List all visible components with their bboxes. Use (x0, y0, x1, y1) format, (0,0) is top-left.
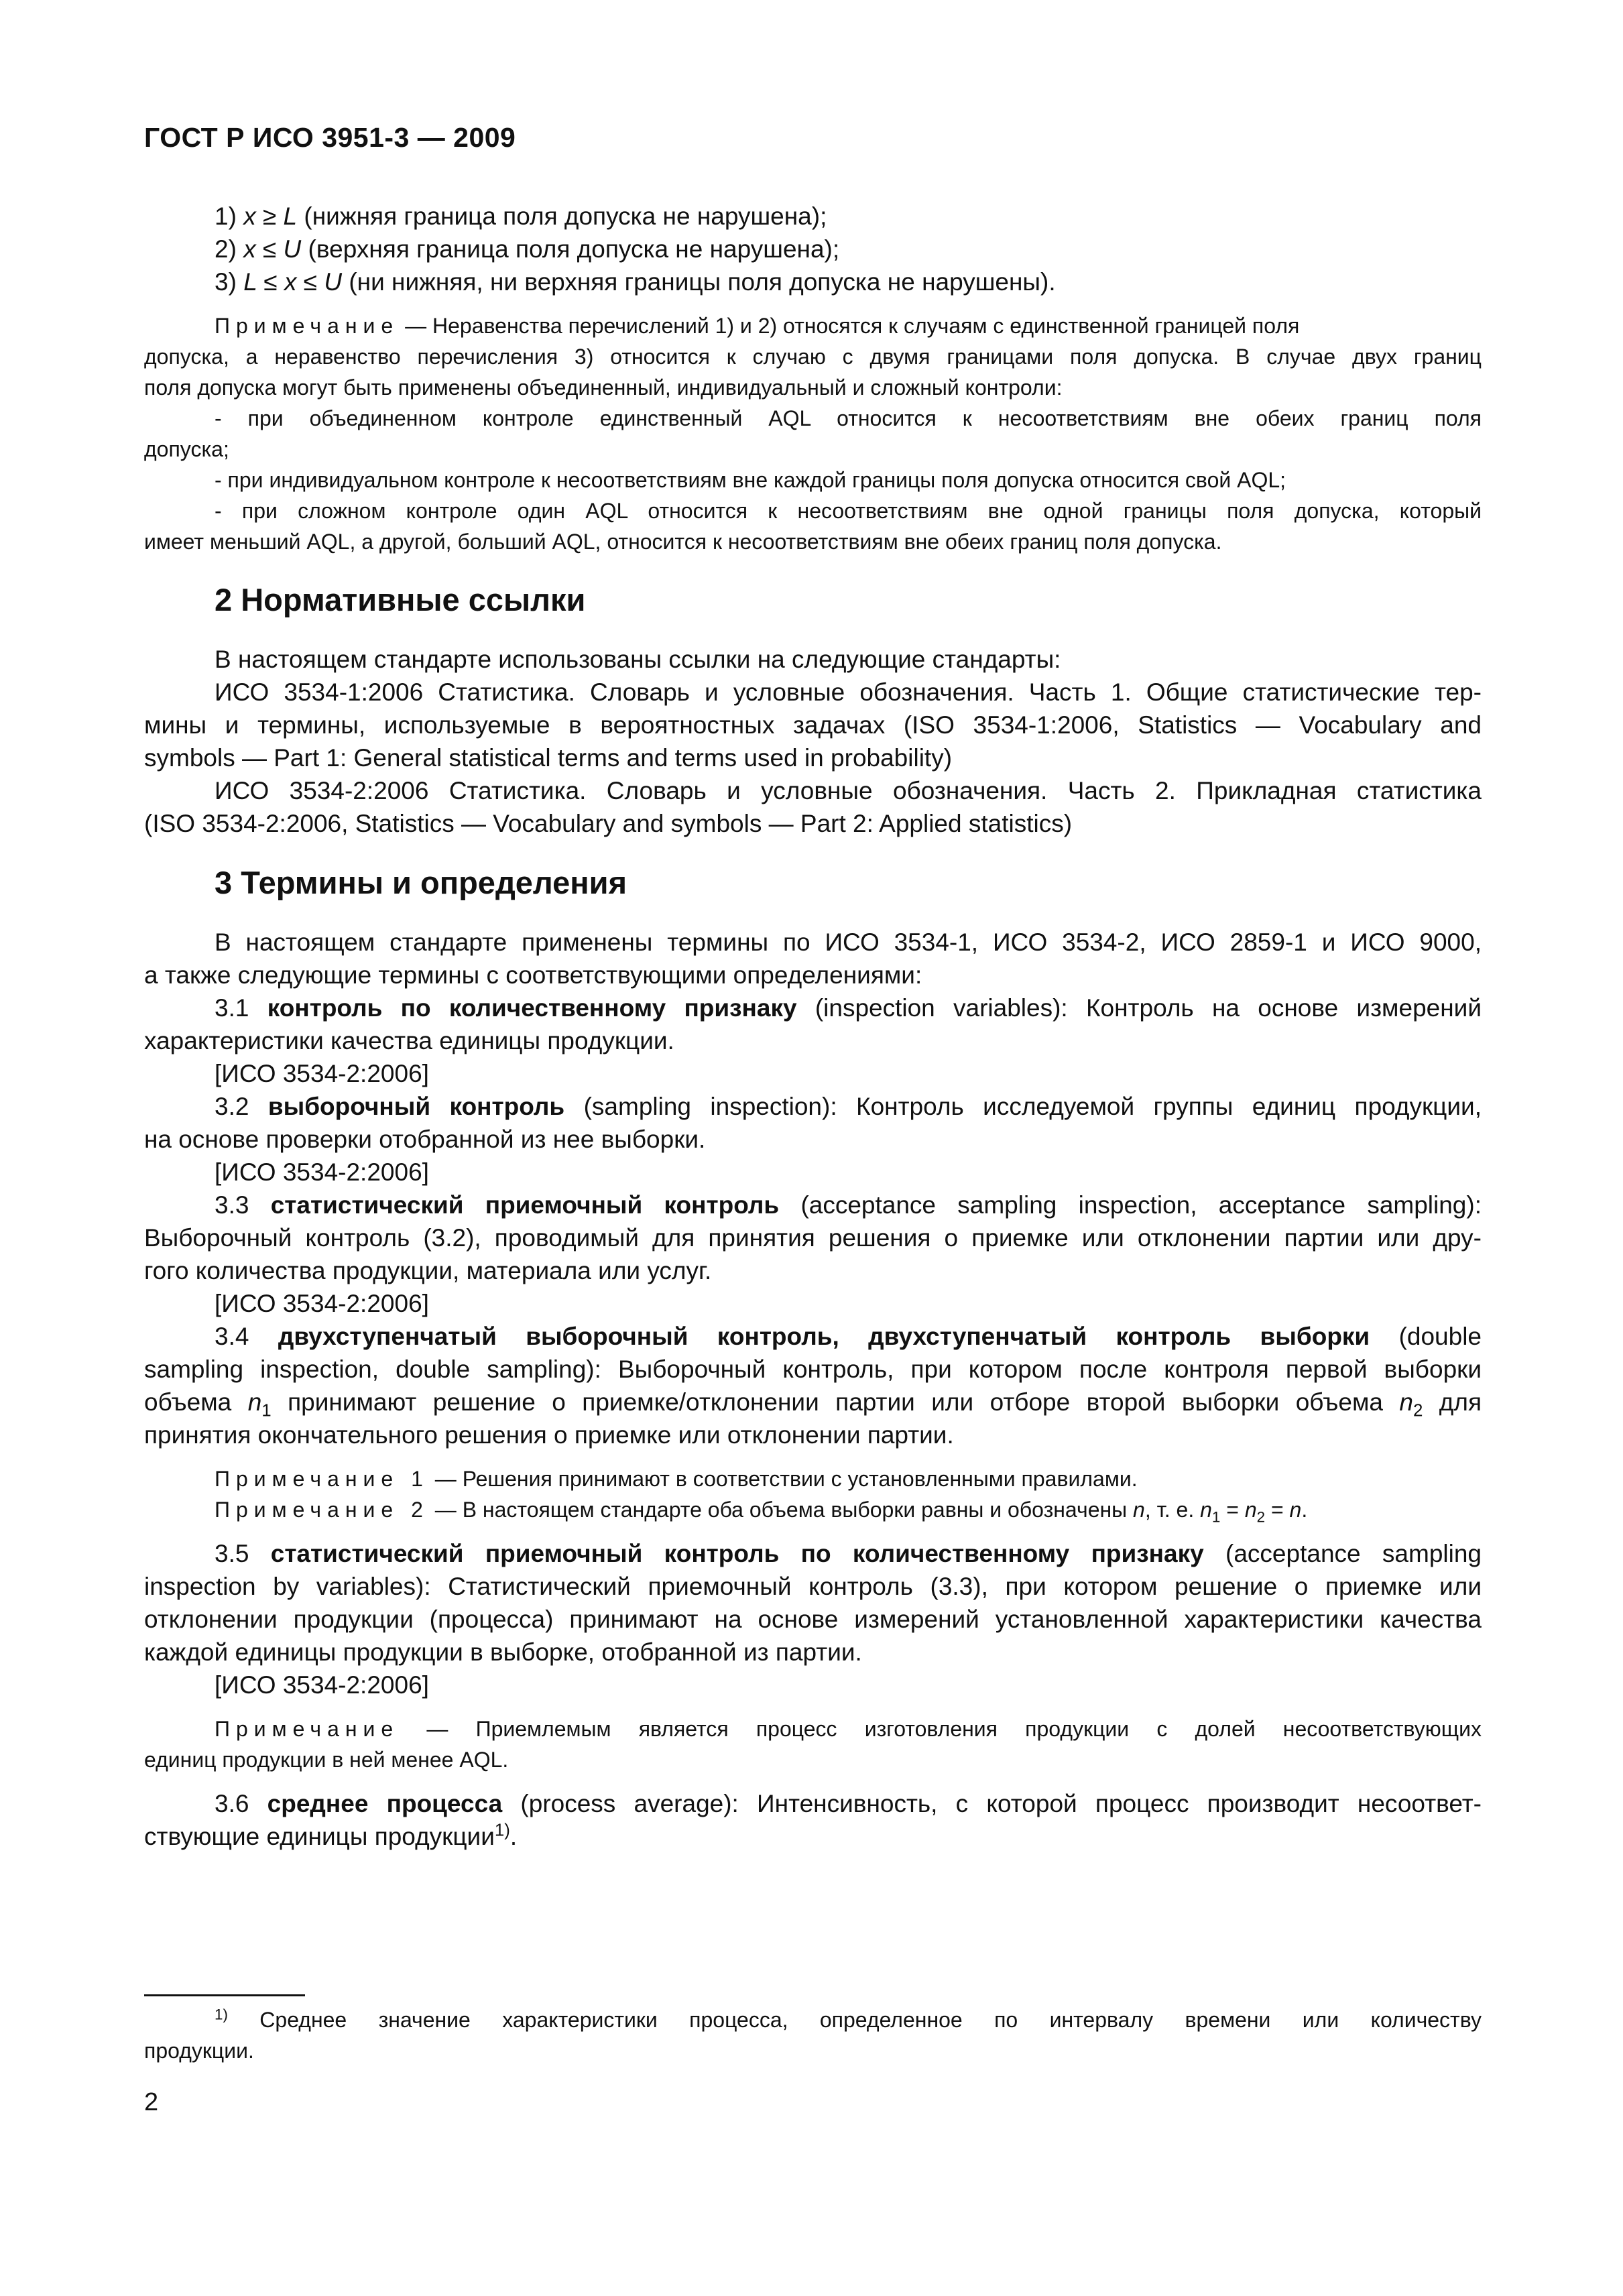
paragraph-line: (ISO 3534-2:2006, Statistics — Vocabulary and symbols — Part 2: Applied statistics) (144, 810, 1073, 837)
note-line: - при объединенном контроле единственный AQL относится к несоответствиям вне обеих границ поля (215, 406, 1482, 430)
paragraph-line: каждой единицы продукции в выборке, отобранной из партии. (144, 1638, 862, 1666)
footnote (144, 2004, 1482, 2066)
note-line: Примечание — Приемлемым является процесс изготовления продукции с долей несоответствующих (215, 1717, 1482, 1741)
paragraph-line: sampling inspection, double sampling): Выборочный контроль, при котором после контроля первой выборки (144, 1355, 1482, 1383)
term-definition: 3.2 выборочный контроль (sampling inspection): Контроль исследуемой группы единиц продукции, (215, 1093, 1482, 1120)
paragraph-line: В настоящем стандарте применены термины по ИСО 3534-1, ИСО 3534-2, ИСО 2859-1 и ИСО 9000, (215, 928, 1482, 956)
note-line: Примечание 2 — В настоящем стандарте оба объема выборки равны и обозначены n, т. е. $n_1 = n_2 = n$. (215, 1498, 1308, 1526)
paragraph-line: мины и термины, используемые в вероятностных задачах (ISO 3534-1:2006, Statistics — Vocabulary and (144, 711, 1482, 739)
condition-1: 1) x ≥ L (нижняя граница поля допуска не нарушена); (215, 202, 827, 230)
term-definition: 3.5 статистический приемочный контроль по количественному признаку (acceptance sampling (215, 1540, 1482, 1567)
term-reference: [ИСО 3534-2:2006] (215, 1671, 429, 1699)
note-line: имеет меньший AQL, а другой, больший AQL, относится к несоответствиям вне обеих границ поля допуска. (144, 530, 1222, 554)
term-reference: [ИСО 3534-2:2006] (215, 1158, 429, 1186)
condition-3: 3) L ≤ x ≤ U (ни нижняя, ни верхняя границы поля допуска не нарушены). (215, 268, 1056, 296)
note-line: - при сложном контроле один AQL относится к несоответствиям вне одной границы поля допуска, который (215, 499, 1482, 523)
paragraph-line: объема $n_1$ принимают решение о приемке/отклонении партии или отборе второй выборки объема $n_2$ для (144, 1388, 1482, 1421)
term-reference: [ИСО 3534-2:2006] (215, 1290, 429, 1317)
paragraph-line: inspection by variables): Статистический приемочный контроль (3.3), при котором решение о приемке или (144, 1573, 1482, 1600)
note-line: поля допуска могут быть применены объединенный, индивидуальный и сложный контроли: (144, 375, 1063, 400)
paragraph-line: ствующие единицы продукции$^{1)}$. (144, 1821, 518, 1850)
note-line: Примечание 1 — Решения принимают в соответствии с установленными правилами. (215, 1467, 1138, 1491)
paragraph-line: ИСО 3534-1:2006 Статистика. Словарь и условные обозначения. Часть 1. Общие статистические тер- (215, 678, 1482, 706)
condition-2: 2) x ≤ U (верхняя граница поля допуска не нарушена); (215, 235, 840, 263)
paragraph-line: гого количества продукции, материала или услуг. (144, 1257, 712, 1284)
paragraph-line: symbols — Part 1: General statistical terms and terms used in probability) (144, 744, 953, 772)
paragraph-line: отклонении продукции (процесса) принимают на основе измерений установленной характеристики качества (144, 1606, 1482, 1633)
section-heading: 3 Термины и определения (215, 865, 627, 900)
term-definition: 3.6 среднее процесса (process average): Интенсивность, с которой процесс производит несоответ- (215, 1790, 1482, 1817)
footnote-divider (144, 1994, 305, 1996)
term-reference: [ИСО 3534-2:2006] (215, 1060, 429, 1087)
paragraph-line: В настоящем стандарте использованы ссылки на следующие стандарты: (215, 646, 1061, 673)
paragraph-line: принятия окончательного решения о приемке или отклонении партии. (144, 1421, 954, 1449)
paragraph-line: на основе проверки отобранной из нее выборки. (144, 1126, 706, 1153)
footnote-reference[interactable]: 1) (494, 1821, 510, 1840)
paragraph-line: характеристики качества единицы продукции. (144, 1027, 674, 1054)
page-body (144, 200, 1482, 1853)
document-header: ГОСТ Р ИСО 3951-3 — 2009 (144, 122, 516, 153)
paragraph-line: а также следующие термины с соответствующими определениями: (144, 961, 922, 989)
note-line: Примечание — Неравенства перечислений 1) и 2) относятся к случаям с единственной границей поля (215, 314, 1300, 338)
term-definition: 3.1 контроль по количественному признаку (inspection variables): Контроль на основе измерений (215, 994, 1482, 1022)
footnote-line: $^{1)}$ Среднее значение характеристики процесса, определенное по интервалу времени или количеству (215, 2006, 1482, 2032)
paragraph-line: Выборочный контроль (3.2), проводимый для принятия решения о приемке или отклонении партии или дру- (144, 1224, 1482, 1252)
footnote-mark: 1) (215, 2006, 228, 2023)
paragraph-line: ИСО 3534-2:2006 Статистика. Словарь и условные обозначения. Часть 2. Прикладная статистика (215, 777, 1482, 804)
note-line: допуска, а неравенство перечисления 3) относится к случаю с двумя границами поля допуска. В случае двух границ (144, 345, 1482, 369)
note-line: - при индивидуальном контроле к несоответствиям вне каждой границы поля допуска относится свой AQL; (215, 468, 1286, 492)
note-line: единиц продукции в ней менее AQL. (144, 1748, 509, 1772)
section-heading: 2 Нормативные ссылки (215, 582, 586, 617)
footnote-line: продукции. (144, 2039, 254, 2063)
page-number: 2 (144, 2088, 159, 2116)
term-definition: 3.3 статистический приемочный контроль (acceptance sampling inspection, acceptance sampling): (215, 1191, 1482, 1219)
term-definition: 3.4 двухступенчатый выборочный контроль, двухступенчатый контроль выборки (double (215, 1323, 1482, 1350)
note-line: допуска; (144, 437, 229, 461)
